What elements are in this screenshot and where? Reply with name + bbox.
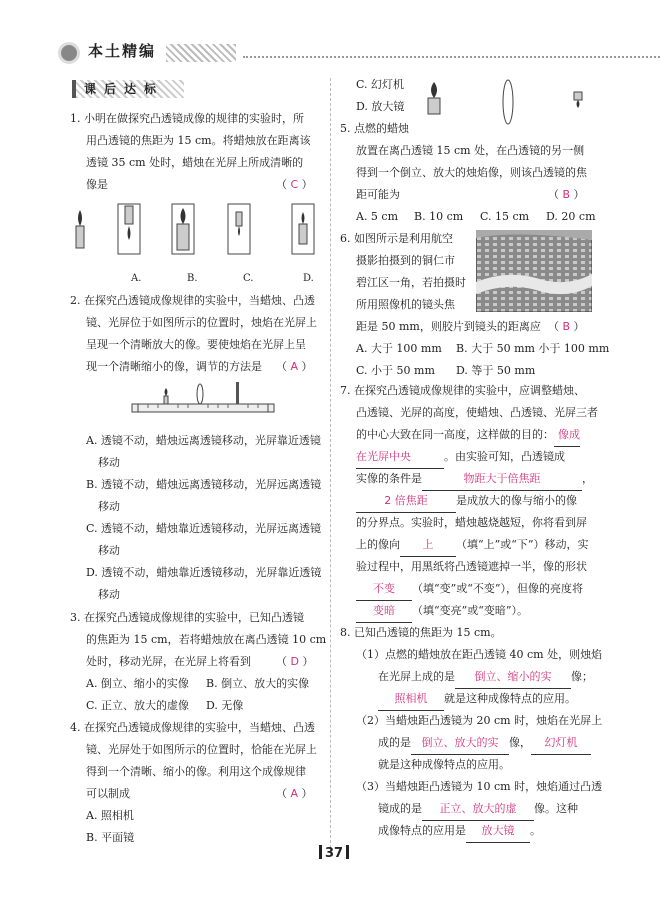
q1-line-2: 用凸透镜的焦距为 15 cm。将蜡烛放在距离该 xyxy=(86,134,311,147)
q8-sub2-line-1: （2）当蜡烛距凸透镜为 20 cm 时，烛焰在光屏上 xyxy=(356,714,603,727)
q7-answer-6: 变暗 xyxy=(356,600,412,623)
q8-line-1: 8. 已知凸透镜的焦距为 15 cm。 xyxy=(340,626,502,639)
q1-line-3: 透镜 35 cm 处时，蜡烛在光屏上所成清晰的 xyxy=(86,156,304,169)
q2-optical-bench-figure xyxy=(128,382,278,424)
q4-answer: A xyxy=(290,787,299,800)
q4-line-3: 得到一个清晰、缩小的像。利用这个成像规律 xyxy=(86,765,306,778)
q7-line-2: 凸透镜、光屏的高度，使蜡烛、凸透镜、光屏三者 xyxy=(356,406,598,419)
lens-icon xyxy=(503,80,513,124)
q8-sub1-line-2: 在光屏上成的是 倒立、缩小的实 像； xyxy=(378,666,593,689)
q6-aerial-photo xyxy=(476,230,592,312)
q3-answer-bracket: （ D ） xyxy=(276,655,314,668)
q4-figure xyxy=(420,78,590,132)
q5-option-d: D. 20 cm xyxy=(546,210,596,223)
q5-answer-bracket: （ B ） xyxy=(548,188,585,201)
q7-answer-1b: 在光屏中央 xyxy=(356,446,444,469)
q7-answer-3: 2 倍焦距 xyxy=(356,490,456,513)
image-d-screen xyxy=(292,204,314,254)
q1-figure xyxy=(70,198,330,270)
q4-line-2: 镜、光屏处于如图所示的位置时，恰能在光屏上 xyxy=(86,743,317,756)
q8-sub2-answer-2: 幻灯机 xyxy=(531,732,591,755)
q3-option-d: D. 无像 xyxy=(206,699,244,712)
q2-answer-bracket: （ A ） xyxy=(276,360,313,373)
q2-option-d-cont: 移动 xyxy=(98,588,120,601)
q5-option-b: B. 10 cm xyxy=(414,210,464,223)
q3-answer: D xyxy=(290,655,299,668)
q2-option-a: A. 透镜不动，蜡烛远离透镜移动，光屏靠近透镜 xyxy=(86,434,321,447)
q2-line-3: 呈现一个清晰放大的像。要使烛焰在光屏上呈 xyxy=(86,338,306,351)
column-divider xyxy=(330,78,331,848)
image-c-screen xyxy=(228,204,250,254)
q4-line-1: 4. 在探究凸透镜成像规律的实验中，当蜡烛、凸透 xyxy=(70,721,315,734)
q6-line-4: 所用照像机的镜头焦 xyxy=(356,298,455,311)
q6-line-5: 距是 50 mm，则胶片到镜头的距离应 xyxy=(356,320,541,333)
q2-option-c-cont: 移动 xyxy=(98,544,120,557)
q6-line-1: 6. 如图所示是利用航空 xyxy=(340,232,453,245)
q8-sub1-answer-2: 照相机 xyxy=(378,688,444,711)
q7-line-11: 变暗 （填“变亮”或“变暗”）。 xyxy=(356,600,528,623)
q1-option-a: A. xyxy=(131,273,142,284)
q2-line-2: 镜、光屏位于如图所示的位置时，烛焰在光屏上 xyxy=(86,316,317,329)
q7-line-10: 不变 （填“变”或“不变”），但像的亮度将 xyxy=(356,578,583,601)
q7-line-9: 验过程中，用黑纸将凸透镜遮掉一半，像的形状 xyxy=(356,560,587,573)
q1-answer: C xyxy=(290,178,299,191)
q4-option-a: A. 照相机 xyxy=(86,809,134,822)
q5-line-2: 放置在离凸透镜 15 cm 处，在凸透镜的另一侧 xyxy=(356,144,585,157)
q1-line-1: 1. 小明在做探究凸透镜成像的规律的实验时，所 xyxy=(70,112,304,125)
page-header xyxy=(58,36,603,70)
q2-answer: A xyxy=(290,360,299,373)
q7-line-6: 2 倍焦距 是成放大的像与缩小的像 xyxy=(356,490,577,513)
q7-line-8: 上的像向 上 （填“上”或“下”）移动，实 xyxy=(356,534,589,557)
q8-sub2-line-3: 就是这种成像特点的应用。 xyxy=(378,758,510,771)
q6-option-a: A. 大于 100 mm xyxy=(356,342,442,355)
q3-line-2: 的焦距为 15 cm，若将蜡烛放在离凸透镜 10 cm xyxy=(86,633,327,646)
q5-line-1: 5. 点燃的蜡烛 xyxy=(340,122,409,135)
q4-option-c: C. 幻灯机 xyxy=(356,78,405,91)
q6-option-d: D. 等于 50 mm xyxy=(456,364,536,377)
header-decoration xyxy=(166,44,236,62)
q8-sub3-answer-2: 放大镜 xyxy=(466,820,530,843)
q3-line-1: 3. 在探究凸透镜成像规律的实验中，已知凸透镜 xyxy=(70,611,304,624)
page-number: 37 xyxy=(316,845,352,861)
image-a-screen xyxy=(118,204,140,254)
q5-option-a: A. 5 cm xyxy=(356,210,399,223)
q6-answer: B xyxy=(562,320,571,333)
q8-sub3-line-3: 成像特点的应用是 放大镜 。 xyxy=(378,820,541,843)
section-heading xyxy=(72,78,184,100)
lens-icon xyxy=(197,384,203,404)
q6-answer-bracket: （ B ） xyxy=(548,320,585,333)
q4-line-4: 可以制成 xyxy=(86,787,130,800)
q7-answer-2: 物距大于倍焦距 xyxy=(422,468,582,491)
brand-title: 本土精编 xyxy=(88,42,157,60)
q2-option-d: D. 透镜不动，蜡烛靠近透镜移动，光屏靠近透镜 xyxy=(86,566,322,579)
q8-sub1-answer-1: 倒立、缩小的实 xyxy=(455,666,571,689)
q3-option-a: A. 倒立、缩小的实像 xyxy=(86,677,189,690)
q1-answer-bracket: （ C ） xyxy=(276,178,313,191)
q6-option-c: C. 小于 50 mm xyxy=(356,364,435,377)
brand-logo-icon xyxy=(58,42,80,64)
q3-line-3: 处时，移动光屏，在光屏上将看到 xyxy=(86,655,251,668)
header-dotted-line xyxy=(243,56,661,58)
q7-line-4: 在光屏中央 。由实验可知，凸透镜成 xyxy=(356,446,565,469)
q2-line-1: 2. 在探究凸透镜成像规律的实验中，当蜡烛、凸透 xyxy=(70,294,315,307)
q6-line-3: 碧江区一角，若拍摄时 xyxy=(356,276,466,289)
q2-option-b: B. 透镜不动，蜡烛远离透镜移动，光屏远离透镜 xyxy=(86,478,322,491)
q1-option-d: D. xyxy=(303,273,314,284)
q2-option-b-cont: 移动 xyxy=(98,500,120,513)
q7-line-3: 的中心大致在同一高度，这样做的目的： 像成 xyxy=(356,424,580,447)
candle-icon xyxy=(428,82,440,114)
candle-icon xyxy=(76,210,84,248)
q8-sub2-line-2: 成的是 倒立、放大的实 像， 幻灯机 xyxy=(378,732,591,755)
q8-sub3-line-2: 镜成的是 正立、放大的虚 像。这种 xyxy=(378,798,578,821)
q8-sub3-line-1: （3）当蜡烛距凸透镜为 10 cm 时，烛焰通过凸透 xyxy=(356,780,603,793)
q2-option-c: C. 透镜不动，蜡烛靠近透镜移动，光屏远离透镜 xyxy=(86,522,322,535)
q8-sub3-answer-1: 正立、放大的虚 xyxy=(422,798,534,821)
screen-icon xyxy=(236,382,239,404)
q6-option-b: B. 大于 50 mm 小于 100 mm xyxy=(456,342,610,355)
q3-option-c: C. 正立、放大的虚像 xyxy=(86,699,190,712)
q8-sub2-answer-1: 倒立、放大的实 xyxy=(411,732,509,755)
q7-line-1: 7. 在探究凸透镜成像规律的实验中，应调整蜡烛、 xyxy=(340,384,585,397)
q1-option-c: C. xyxy=(243,273,254,284)
q5-line-4: 距可能为 xyxy=(356,188,400,201)
q2-line-4: 现一个清晰缩小的像，调节的方法是 xyxy=(86,360,262,373)
candle-icon xyxy=(164,388,168,404)
q4-option-d: D. 放大镜 xyxy=(356,100,405,113)
q5-option-c: C. 15 cm xyxy=(480,210,530,223)
q1-line-4: 像是 xyxy=(86,178,108,191)
q4-option-b: B. 平面镜 xyxy=(86,831,135,844)
q3-option-b: B. 倒立、放大的实像 xyxy=(206,677,310,690)
q1-option-b: B. xyxy=(187,273,198,284)
q6-line-2: 摄影拍摄到的铜仁市 xyxy=(356,254,455,267)
q5-answer: B xyxy=(562,188,571,201)
q8-sub1-line-1: （1）点燃的蜡烛放在距凸透镜 40 cm 处，则烛焰 xyxy=(356,648,603,661)
q8-sub1-line-3: 照相机 就是这种成像特点的应用。 xyxy=(378,688,576,711)
q7-line-5: 实像的条件是 物距大于倍焦距 ， xyxy=(356,468,593,491)
section-title: 课后达标 xyxy=(84,82,165,96)
q5-line-3: 得到一个倒立、放大的烛焰像，则该凸透镜的焦 xyxy=(356,166,587,179)
image-b-screen xyxy=(172,204,194,254)
image-icon xyxy=(574,92,582,108)
q7-line-7: 的分界点。实验时，蜡烛越烧越短，你将看到屏 xyxy=(356,516,587,529)
q2-option-a-cont: 移动 xyxy=(98,456,120,469)
q7-answer-5: 不变 xyxy=(356,578,412,601)
q4-answer-bracket: （ A ） xyxy=(276,787,313,800)
q7-answer-1a: 像成 xyxy=(554,424,580,447)
q7-answer-4: 上 xyxy=(400,534,456,557)
